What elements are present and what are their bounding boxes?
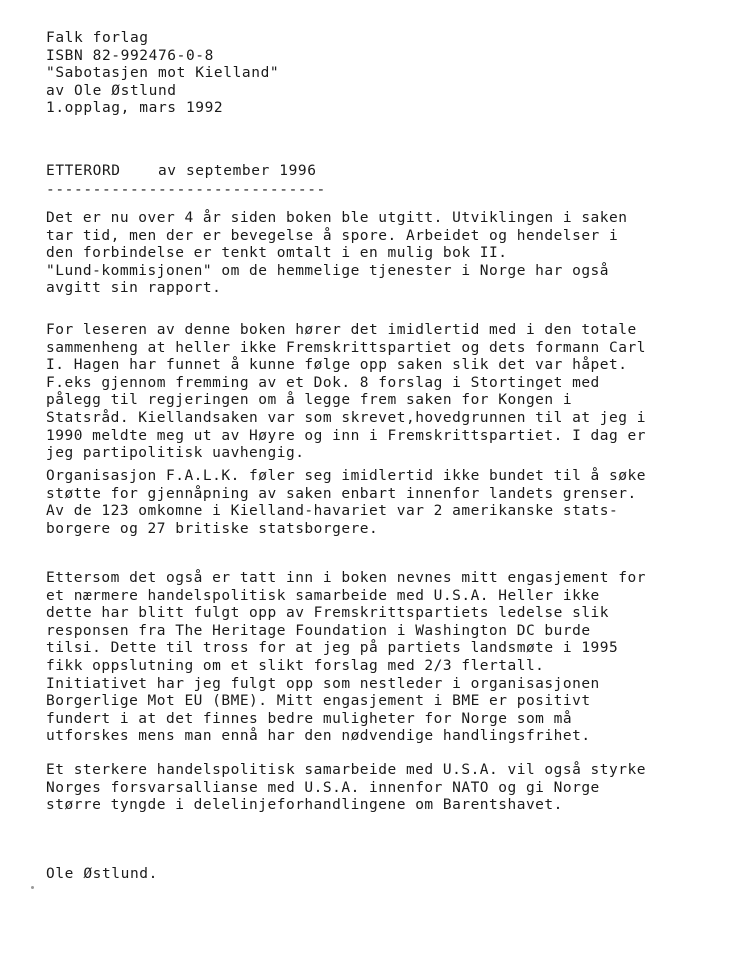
scan-speck (31, 886, 34, 889)
book-title-line: "Sabotasjen mot Kielland" (46, 65, 280, 81)
heading-underline: ------------------------------ (46, 182, 326, 198)
isbn-line: ISBN 82-992476-0-8 (46, 47, 214, 64)
text-line: responsen fra The Heritage Foundation i Washington DC burde (46, 622, 591, 639)
text-line: F.eks gjennom fremming av et Dok. 8 forslag i Stortinget med (46, 374, 600, 391)
text-line: avgitt sin rapport. (46, 280, 222, 297)
author-line: av Ole Østlund (46, 82, 177, 99)
text-line: 1990 meldte meg ut av Høyre og inn i Fremskrittspartiet. I dag er (46, 427, 646, 444)
text-line: støtte for gjennåpning av saken enbart innenfor landets grenser. (46, 485, 637, 502)
text-line: Organisasjon F.A.L.K. føler seg imidlertid ikke bundet til å søke (46, 468, 646, 484)
text-line: tar tid, men der er bevegelse å spore. Arbeidet og hendelser i (46, 227, 619, 244)
text-line: I. Hagen har funnet å kunne følge opp saken slik det var håpet. (46, 357, 628, 374)
text-line: utforskes mens man ennå har den nødvendige handlingsfrihet. (46, 728, 591, 745)
paragraph (46, 322, 706, 463)
text-line: et nærmere handelspolitisk samarbeide med U.S.A. Heller ikke (46, 587, 600, 604)
text-line: Av de 123 omkomne i Kielland-havariet var 2 amerikanske stats- (46, 503, 619, 520)
text-line: Ettersom det også er tatt inn i boken nevnes mitt engasjement for (46, 570, 646, 586)
text-line: borgere og 27 britiske statsborgere. (46, 520, 379, 537)
text-line: Norges forsvarsallianse med U.S.A. innenfor NATO og gi Norge (46, 779, 600, 796)
text-line: Borgerlige Mot EU (BME). Mitt engasjement i BME er positivt (46, 693, 591, 710)
text-line: pålegg til regjeringen om å legge frem saken for Kongen i (46, 392, 573, 409)
paragraph (46, 570, 706, 746)
text-line: fikk oppslutning om et slikt forslag med 2/3 flertall. (46, 657, 545, 674)
text-line: jeg partipolitisk uavhengig. (46, 445, 305, 462)
text-line: Statsråd. Kiellandsaken var som skrevet,hovedgrunnen til at jeg i (46, 409, 646, 426)
paragraph (46, 468, 706, 538)
text-line: større tyngde i delelinjeforhandlingene om Barentshavet. (46, 797, 563, 814)
paragraph (46, 210, 706, 298)
author-signature: Ole Østlund. (46, 866, 158, 882)
text-line: Det er nu over 4 år siden boken ble utgitt. Utviklingen i saken (46, 210, 628, 226)
text-line: tilsi. Dette til tross for at jeg på partiets landsmøte i 1995 (46, 640, 619, 657)
edition-line: 1.opplag, mars 1992 (46, 100, 224, 116)
text-line: den forbindelse er tenkt omtalt i en mulig bok II. (46, 245, 508, 262)
text-line: Initiativet har jeg fulgt opp som nestleder i organisasjonen (46, 675, 600, 692)
text-line: fundert i at det finnes bedre muligheter for Norge som må (46, 710, 573, 727)
text-line: "Lund-kommisjonen" om de hemmelige tjenester i Norge har også (46, 262, 610, 279)
text-line: sammenheng at heller ikke Fremskrittspartiet og dets formann Carl (46, 339, 646, 356)
text-line: dette har blitt fulgt opp av Fremskrittspartiets ledelse slik (46, 605, 610, 622)
text-line: Et sterkere handelspolitisk samarbeide med U.S.A. vil også styrke (46, 762, 646, 778)
paragraph (46, 762, 706, 815)
publication-info (46, 30, 279, 118)
afterword-heading: ETTERORD av september 1996 (46, 163, 317, 179)
publisher-line: Falk forlag (46, 30, 149, 46)
text-line: For leseren av denne boken hører det imidlertid med i den totale (46, 322, 637, 338)
